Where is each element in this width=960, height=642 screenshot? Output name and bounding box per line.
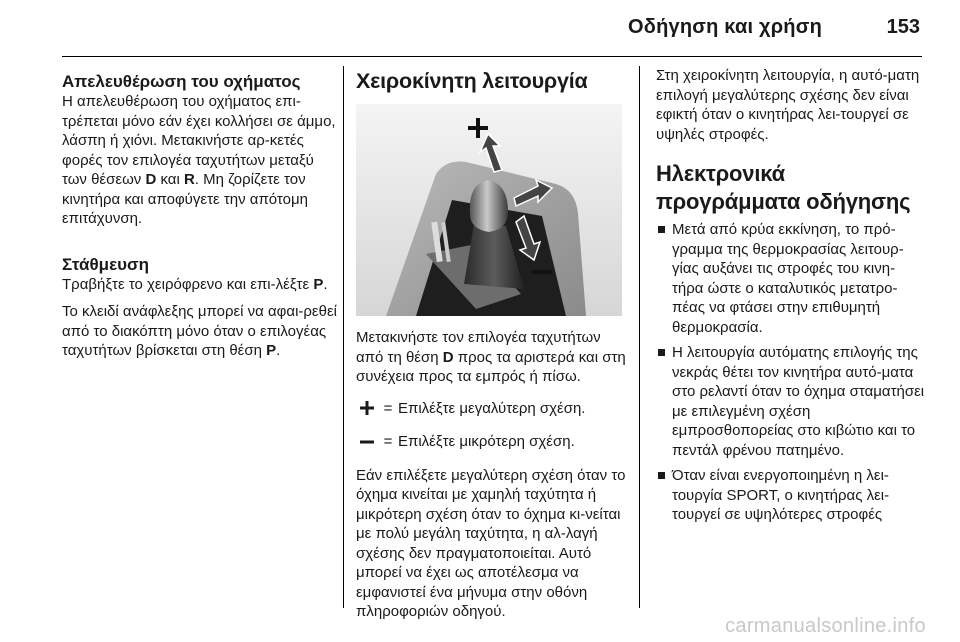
paragraph-manual-intro (356, 328, 632, 387)
column-divider (639, 66, 640, 608)
section-heading-release: Απελευθέρωση του οχήματος (62, 72, 301, 91)
bullet-list (656, 220, 926, 525)
equals-sign: = (383, 399, 393, 417)
equals-sign: = (383, 433, 393, 450)
section-heading-manual-mode: Χειροκίνητη λειτουργία (356, 69, 588, 93)
paragraph-parking-2: Το κλειδί ανάφλεξης μπορεί να αφαι-ρεθεί από το διακόπτη μόνο όταν ο επιλογέας ταχυτήτων βρίσκεται στη θέση P. (62, 303, 337, 359)
header-title: Οδήγηση και χρήση (628, 16, 822, 38)
text: και (156, 171, 184, 188)
text: Η απελευθέρωση του οχήματος επι-τρέπεται μόνο εάν έχει κολλήσει σε άμμο, λάσπη ή χιόνι. Μετακινήστε αρ-κετές φορές τον επιλογέα ταχυτήτων μεταξύ των θέσεων (62, 93, 336, 188)
bullet-icon (658, 349, 665, 356)
bullet-icon (658, 472, 665, 479)
column-left (62, 66, 340, 610)
minus-icon (356, 435, 378, 449)
page-number: 153 (886, 16, 920, 38)
column-right (656, 66, 926, 610)
text: προς τα αριστερά και στη συνέχεια προς τα εμπρός ή πίσω. (356, 348, 626, 385)
list-item-text: Μετά από κρύα εκκίνηση, το πρό-γραμμα της θερμοκρασίας λειτουρ-γίας αυξάνει τις στροφές του κινη-τήρα ώστε ο καταλυτικός μετατρο-πέας να φτάσει στην επιθυμητή θερμοκρασία. (672, 221, 904, 336)
text: Μετακινήστε τον επιλογέα ταχυτήτων από τη θέση (356, 329, 601, 366)
list-item (656, 343, 926, 460)
list-item (656, 220, 926, 337)
gear-r: R (183, 171, 195, 188)
gear-selector-illustration (356, 104, 622, 316)
paragraph-manual-continued: Στη χειροκίνητη λειτουργία, η αυτό-ματη επιλογή μεγαλύτερης σχέσης δεν είναι εφικτή όταν ο κινητήρας λει-τουργεί σε υψηλές στροφές. (656, 67, 920, 143)
legend-plus-text: Επιλέξτε μεγαλύτερη σχέση. (398, 399, 586, 417)
list-item-text: Όταν είναι ενεργοποιημένη η λει-τουργία SPORT, ο κινητήρας λει-τουργεί σε υψηλότερες στροφές (672, 467, 890, 523)
text: Τραβήξτε το χειρόφρενο και επι-λέξτε (62, 275, 314, 293)
gear-p: P (266, 342, 277, 359)
gear-d: D (145, 171, 157, 188)
page-header (62, 0, 922, 57)
plus-icon (356, 401, 378, 415)
section-heading-parking: Στάθμευση (62, 254, 150, 274)
text: Το κλειδί ανάφλεξης μπορεί να αφαι-ρεθεί από το διακόπτη μόνο όταν ο επιλογέας ταχυτήτων βρίσκεται στη θέση (62, 303, 337, 359)
gear-p: P (313, 275, 324, 293)
text: . Μη ζορίζετε τον κινητήρα και αποφύγετε την απότομη επιτάχυνση. (62, 171, 308, 227)
legend-minus-text: Επιλέξτε μικρότερη σχέση. (398, 433, 575, 450)
paragraph-release (62, 92, 340, 229)
list-item (656, 466, 926, 525)
watermark: carmanualsonline.info (725, 615, 926, 637)
column-middle (356, 66, 632, 620)
legend-row-plus (356, 399, 632, 419)
section-heading-electronic-programs: Ηλεκτρονικά προγράμματα οδήγησης (656, 161, 911, 214)
list-item-text: Η λειτουργία αυτόματης επιλογής της νεκράς θέτει τον κινητήρα αυτό-ματα στο ρελαντί όταν το όχημα σταματήσει με επιλεγμένη σχέση εμπροσθοπορείας στο κιβώτιο και το πεντάλ φρένου πατημένο. (672, 344, 925, 459)
paragraph-manual-note: Εάν επιλέξετε μεγαλύτερη σχέση όταν το όχημα κινείται με χαμηλή ταχύτητα ή μικρότερη σχέση όταν το όχημα κι-νείται με πολύ μεγάλη ταχύτητα, η αλ-λαγή σχέσης δεν πραγματοποιείται. Αυτό μπορεί να έχει ως αποτέλεσμα να εμφανιστεί ένα μήνυμα στην οθόνη πληροφοριών οδηγού. (356, 466, 626, 620)
gear-d: D (442, 348, 454, 366)
legend-row-minus (356, 432, 632, 452)
paragraph-parking-1: Τραβήξτε το χειρόφρενο και επι-λέξτε P. (62, 275, 328, 293)
bullet-icon (658, 226, 665, 233)
column-divider (343, 66, 344, 608)
